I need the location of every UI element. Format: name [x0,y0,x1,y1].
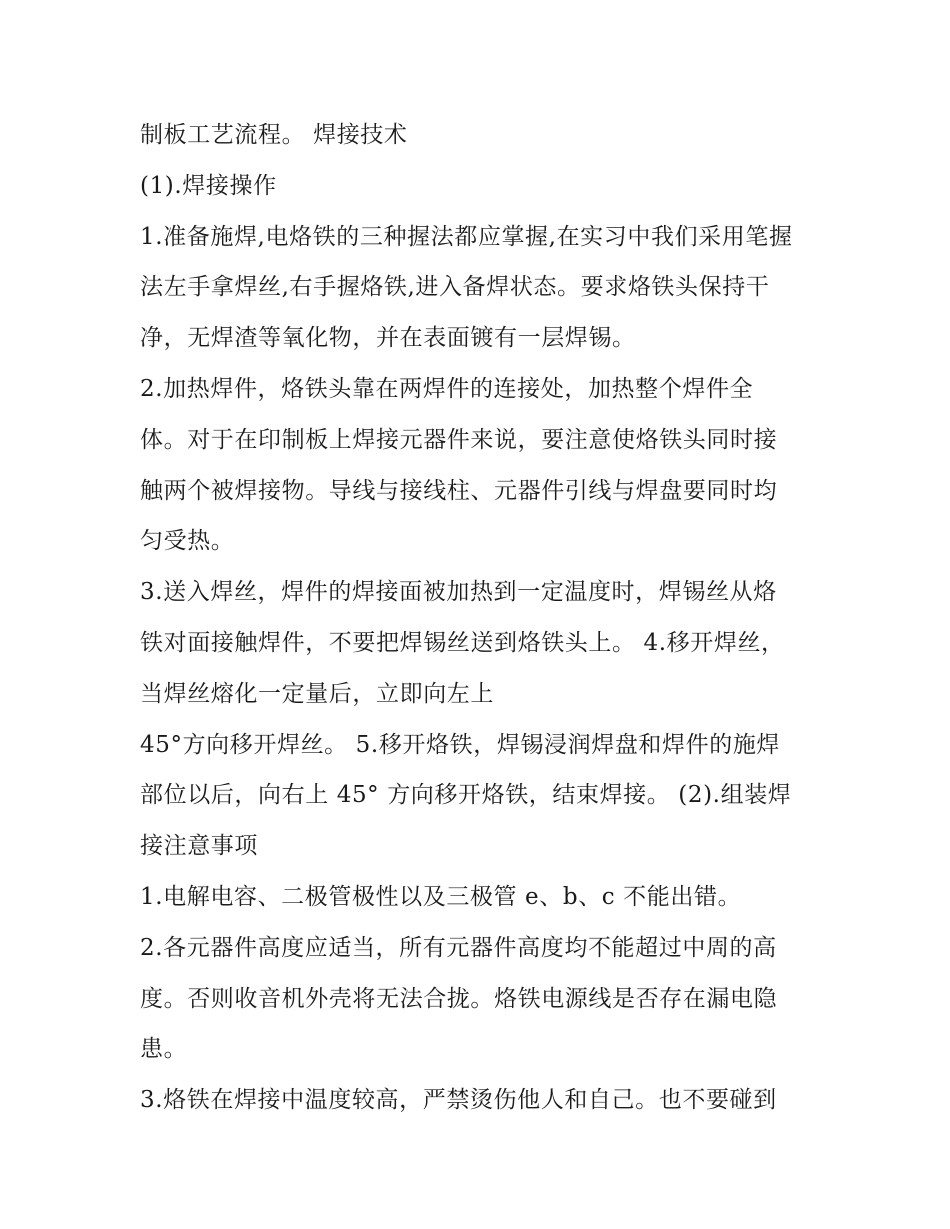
text-line: 1.电解电容、二极管极性以及三极管 e、b、c 不能出错。 [140,883,742,910]
text-line: 1.准备施焊,电烙铁的三种握法都应掌握,在实习中我们采用笔握 [140,223,793,250]
text-line: 2.各元器件高度应适当，所有元器件高度均不能超过中周的高 [140,934,777,961]
document-body [140,110,820,1126]
text-line-heading: 制板工艺流程。 焊接技术 [140,122,408,148]
text-line: 45°方向移开焊丝。 5.移开烙铁，焊锡浸润焊盘和焊件的施焊 [140,731,781,758]
text-line: 铁对面接触焊件，不要把焊锡丝送到烙铁头上。 4.移开焊丝， [140,629,785,656]
text-line: 3.送入焊丝，焊件的焊接面被加热到一定温度时，焊锡丝从烙 [140,579,777,606]
text-line: 法左手拿焊丝,右手握烙铁,进入备焊状态。要求烙铁头保持干 [140,274,770,301]
text-line: 3.烙铁在焊接中温度较高，严禁烫伤他人和自己。也不要碰到 [140,1087,777,1114]
text-line: 匀受热。 [140,528,235,555]
text-line: 净，无焊渣等氧化物，并在表面镀有一层焊锡。 [140,325,636,352]
text-line: 患。 [140,1036,188,1063]
text-line: 触两个被焊接物。导线与接线柱、元器件引线与焊盘要同时均 [140,477,778,504]
text-line: 体。对于在印制板上焊接元器件来说，要注意使烙铁头同时接 [140,426,778,453]
text-line: 度。否则收音机外壳将无法合拢。烙铁电源线是否存在漏电隐 [140,985,778,1012]
text-line-section-1: (1).焊接操作 [140,172,277,199]
text-line: 当焊丝熔化一定量后，立即向左上 [140,680,494,707]
text-line: 部位以后，向右上 45° 方向移开烙铁，结束焊接。 (2).组装焊 [140,782,792,809]
text-line: 2.加热焊件，烙铁头靠在两焊件的连接处，加热整个焊件全 [140,375,754,402]
text-line: 接注意事项 [140,833,258,860]
